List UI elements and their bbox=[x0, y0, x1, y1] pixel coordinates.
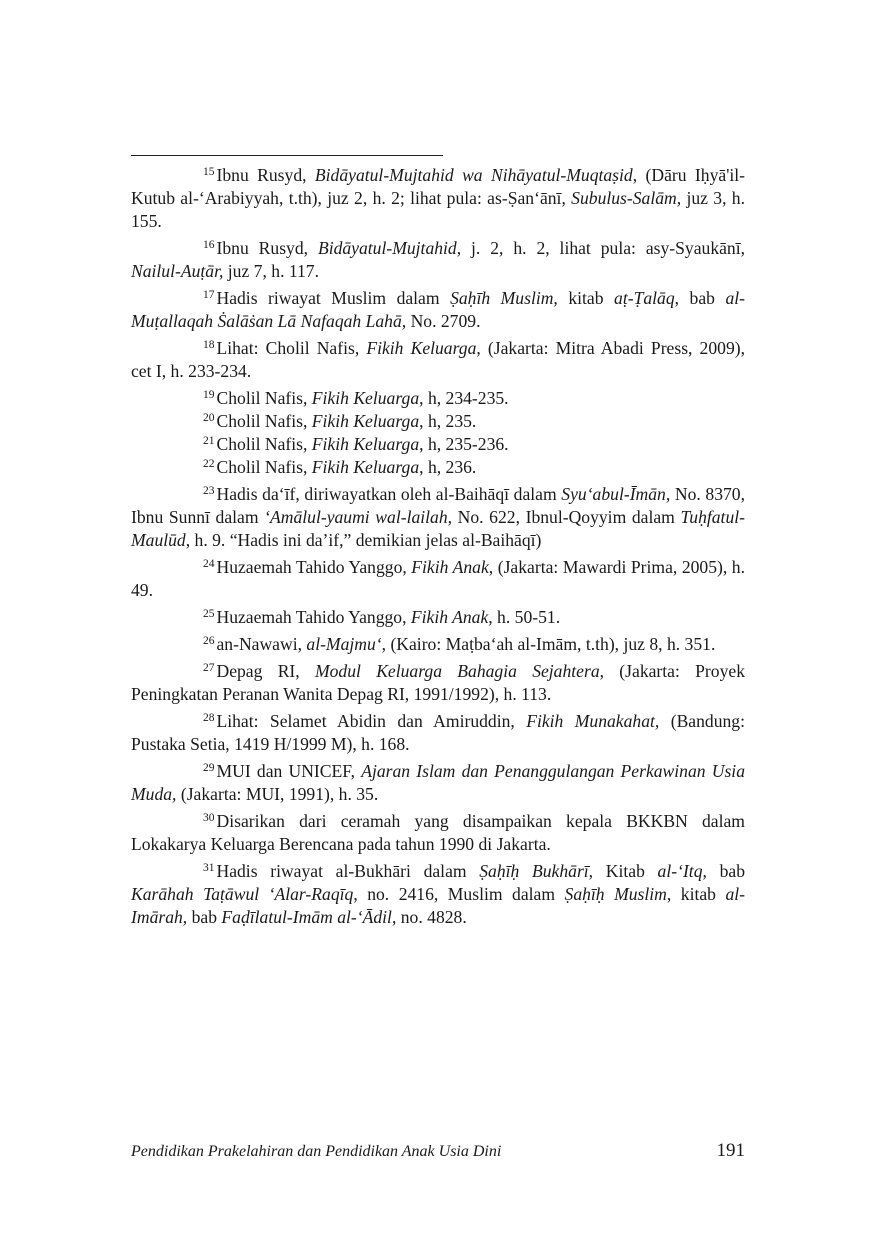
footnote-16 bbox=[131, 237, 745, 283]
footnote-italic-title: Bidāyatul-Mujtahid wa Nihāyatul-Muqtaṣid bbox=[314, 165, 633, 185]
footnote-text: Cholil Nafis, bbox=[216, 388, 312, 408]
footnote-italic-title: Karāhah Taṭāwul ‘Alar-Raqīq bbox=[131, 884, 354, 904]
footnote-20 bbox=[131, 410, 745, 433]
footnote-24 bbox=[131, 556, 745, 602]
footnote-26 bbox=[131, 633, 745, 656]
footnotes-section bbox=[131, 164, 745, 929]
footnote-italic-title: Ṣaḥīḥ Bukhārī, bbox=[479, 861, 594, 881]
footnote-italic-title: al-Imārah, bbox=[131, 884, 745, 927]
footnote-text: Hadis riwayat Muslim dalam bbox=[216, 288, 451, 308]
footnote-number: 31 bbox=[203, 862, 215, 874]
footnote-text: , (Jakarta: Mawardi Prima, 2005), h. 49. bbox=[131, 557, 746, 600]
footnote-text: No. 8370, Ibnu Sunnī dalam bbox=[131, 484, 745, 527]
footnote-text: juz 7, h. 117. bbox=[223, 261, 320, 281]
footnote-text: Ibnu Rusyd, bbox=[216, 238, 318, 258]
footnote-text: Lihat: Selamet Abidin dan Amiruddin, bbox=[216, 711, 527, 731]
footnote-28 bbox=[131, 710, 745, 756]
footnote-number: 17 bbox=[203, 289, 215, 301]
footnote-25 bbox=[131, 606, 745, 629]
footnote-text: , h, 234-235. bbox=[419, 388, 509, 408]
footnote-19 bbox=[131, 387, 745, 410]
footnote-italic-title: Modul Keluarga Bahagia Sejahtera bbox=[314, 661, 600, 681]
footnote-number: 28 bbox=[203, 712, 215, 724]
footnote-italic-title: Subulus-Salām, bbox=[571, 188, 682, 208]
footnote-text: Hadis riwayat al-Bukhāri dalam bbox=[216, 861, 480, 881]
footnote-text: juz 3, h. 155. bbox=[131, 188, 745, 231]
footnote-15 bbox=[131, 164, 745, 233]
footnote-17 bbox=[131, 287, 745, 333]
footnote-text: , bab bbox=[674, 288, 726, 308]
footnote-21 bbox=[131, 433, 745, 456]
footnote-31 bbox=[131, 860, 745, 929]
footnote-italic-title: Tuḥfatul-Maulūd bbox=[131, 507, 745, 550]
footnote-30 bbox=[131, 810, 745, 856]
footnote-italic-title: Fikih Anak, bbox=[410, 607, 493, 627]
footnote-number: 16 bbox=[203, 239, 215, 251]
footnote-italic-title: al-‘Itq, bbox=[657, 861, 707, 881]
footnote-18 bbox=[131, 337, 745, 383]
footnote-text: Cholil Nafis, bbox=[216, 434, 312, 454]
footnote-italic-title: Fikih Keluarga bbox=[311, 388, 420, 408]
footnote-italic-title: Fikih Keluarga bbox=[311, 434, 420, 454]
footnote-separator-rule bbox=[131, 155, 443, 156]
footnote-italic-title: Ajaran Islam dan Penanggulangan Perkawinan Usia Muda, bbox=[131, 761, 745, 804]
footnote-text: h. 50-51. bbox=[492, 607, 561, 627]
footnote-text: an-Nawawi, bbox=[216, 634, 307, 654]
footnote-text: , h, 235. bbox=[419, 411, 477, 431]
footnote-number: 15 bbox=[203, 166, 215, 178]
footnote-italic-title: Fikih Munakahat, bbox=[526, 711, 660, 731]
footnote-italic-title: Faḍīlatul-Imām al-‘Ādil bbox=[221, 907, 392, 927]
footnote-text: , j. 2, h. 2, lihat pula: asy-Syaukānī, bbox=[456, 238, 746, 258]
footnote-text: MUI dan UNICEF, bbox=[216, 761, 362, 781]
footnote-italic-title: Ṣaḥīh Muslim, bbox=[450, 288, 558, 308]
footnote-number: 29 bbox=[203, 762, 215, 774]
footnote-text: , no. 4828. bbox=[391, 907, 467, 927]
footnote-number: 30 bbox=[203, 812, 215, 824]
footnote-italic-title: aṭ-Ṭalāq bbox=[614, 288, 675, 308]
footnote-number: 20 bbox=[203, 412, 215, 424]
footnote-number: 23 bbox=[203, 485, 215, 497]
footnote-text: kitab bbox=[557, 288, 615, 308]
footnote-text: Cholil Nafis, bbox=[216, 411, 312, 431]
footnote-22 bbox=[131, 456, 745, 479]
footnote-text: , h, 235-236. bbox=[419, 434, 509, 454]
footnote-text: bab bbox=[187, 907, 222, 927]
footnote-italic-title: Nailul-Auṭār, bbox=[131, 261, 224, 281]
footnote-text: , kitab bbox=[666, 884, 726, 904]
footnote-text: , h, 236. bbox=[419, 457, 477, 477]
footnote-text: Hadis da‘īf, diriwayatkan oleh al-Baihāqī dalam bbox=[216, 484, 562, 504]
running-footer-title: Pendidikan Prakelahiran dan Pendidikan Anak Usia Dini bbox=[131, 1143, 502, 1160]
footnote-number: 22 bbox=[203, 458, 215, 470]
footnote-number: 18 bbox=[203, 339, 215, 351]
footnote-number: 24 bbox=[203, 558, 215, 570]
footnote-29 bbox=[131, 760, 745, 806]
footnote-text: , (Jakarta: Proyek Peningkatan Peranan Wanita Depag RI, 1991/1992), h. 113. bbox=[131, 661, 745, 704]
footnote-text: , (Jakarta: Mitra Abadi Press, 2009), cet I, h. 233-234. bbox=[131, 338, 746, 381]
footnote-27 bbox=[131, 660, 745, 706]
footnote-text: Kitab bbox=[593, 861, 658, 881]
footnote-italic-title: al-Muṭallaqah Ṡalāṡan Lā Nafaqah Lahā, bbox=[131, 288, 745, 331]
footnote-text: , no. 2416, Muslim dalam bbox=[353, 884, 565, 904]
footnote-text: Ibnu Rusyd, bbox=[216, 165, 315, 185]
footnote-text: Depag RI, bbox=[216, 661, 315, 681]
footnote-text: , (Dāru Iḥyā'il-Kutub al-‘Arabiyyah, t.th), juz 2, h. 2; lihat pula: as-Ṣan‘ānī, bbox=[131, 165, 745, 208]
footnote-italic-title: Fikih Keluarga bbox=[311, 411, 420, 431]
footnote-text: No. 2709. bbox=[406, 311, 481, 331]
footnote-italic-title: Syu‘abul-Īmān, bbox=[561, 484, 671, 504]
footnote-number: 25 bbox=[203, 608, 215, 620]
footnote-text: Lihat: Cholil Nafis, bbox=[216, 338, 367, 358]
footnote-italic-title: ‘Amālul-yaumi wal-lailah, bbox=[264, 507, 453, 527]
page-number: 191 bbox=[716, 1140, 745, 1161]
footnote-italic-title: al-Majmu‘ bbox=[306, 634, 382, 654]
footnote-number: 26 bbox=[203, 635, 215, 647]
footnote-text: Cholil Nafis, bbox=[216, 457, 312, 477]
footnote-text: , h. 9. “Hadis ini da’if,” demikian jelas al-Baihāqī) bbox=[185, 530, 542, 550]
footnote-italic-title: Fikih Anak bbox=[411, 557, 489, 577]
footnote-23 bbox=[131, 483, 745, 552]
footnote-text: Huzaemah Tahido Yanggo, bbox=[216, 557, 412, 577]
footnote-text: Disarikan dari ceramah yang disampaikan kepala BKKBN dalam Lokakarya Keluarga Berencana pada tahun 1990 di Jakarta. bbox=[131, 811, 745, 854]
footnote-text: (Jakarta: MUI, 1991), h. 35. bbox=[176, 784, 379, 804]
footnote-italic-title: Fikih Keluarga bbox=[366, 338, 477, 358]
footnote-number: 27 bbox=[203, 662, 215, 674]
footnote-number: 19 bbox=[203, 389, 215, 401]
footnote-text: (Bandung: Pustaka Setia, 1419 H/1999 M), h. 168. bbox=[131, 711, 745, 754]
footnote-text: bab bbox=[706, 861, 745, 881]
footnote-italic-title: Fikih Keluarga bbox=[311, 457, 420, 477]
footnote-number: 21 bbox=[203, 435, 215, 447]
footnote-italic-title: Bidāyatul-Mujtahid bbox=[317, 238, 457, 258]
footnote-text: No. 622, Ibnul-Qoyyim dalam bbox=[452, 507, 681, 527]
footnote-italic-title: Ṣaḥīḥ Muslim bbox=[564, 884, 667, 904]
footnote-text: Huzaemah Tahido Yanggo, bbox=[216, 607, 411, 627]
footnote-text: , (Kairo: Maṭba‘ah al-Imām, t.th), juz 8, h. 351. bbox=[381, 634, 716, 654]
